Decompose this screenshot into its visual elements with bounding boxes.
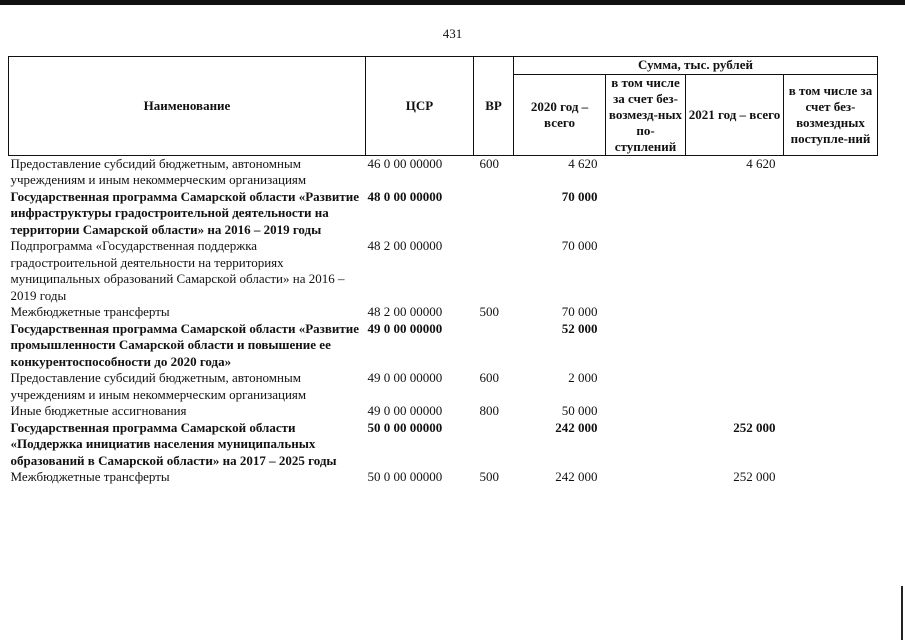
row-2021-grants [784,189,878,239]
row-name: Подпрограмма «Государственная поддержка градостроительной деятельности на территориях муниципальных образований Самарской области» на 2016 – 2019 годы [10,238,345,303]
table-row [9,155,878,189]
table-row [9,321,878,371]
top-border [0,0,905,5]
row-csr: 46 0 00 00000 [367,155,443,171]
col-header-2021-total: 2021 год – всего [686,74,784,155]
row-csr: 49 0 00 00000 [367,320,443,336]
row-2021-total [686,321,784,371]
row-2020-total: 4 620 [568,155,598,171]
table-row [9,403,878,420]
row-2020-total: 70 000 [561,238,598,253]
row-2020-total: 70 000 [561,188,598,204]
row-name: Государственная программа Самарской области «Развитие промышленности Самарской области и повышение ее конкурентоспособности до 2020 года» [10,320,360,369]
row-name: Предоставление субсидий бюджетным, автономным учреждениям и иным некоммерческим организациям [10,155,307,187]
row-name: Государственная программа Самарской области «Поддержка инициатив населения муниципальных образований в Самарской области» на 2017 – 2025 годы [10,419,337,468]
row-name: Межбюджетные трансферты [10,304,170,319]
row-name: Предоставление субсидий бюджетным, автономным учреждениям и иным некоммерческим организациям [10,370,307,402]
row-2020-grants [606,420,686,470]
row-2021-grants [784,321,878,371]
row-2020-grants [606,403,686,420]
row-2020-total: 242 000 [555,419,598,435]
col-header-2020-total: 2020 год – всего [514,74,606,155]
row-2021-grants [784,238,878,304]
row-2020-grants [606,321,686,371]
row-csr: 50 0 00 00000 [367,469,443,484]
row-vr [474,189,514,239]
row-2021-total [686,189,784,239]
row-2021-grants [784,370,878,403]
row-csr: 49 0 00 00000 [367,370,443,385]
table-row [9,304,878,321]
row-2021-grants [784,403,878,420]
row-2021-grants [784,304,878,321]
row-vr [474,420,514,470]
row-csr: 49 0 00 00000 [367,403,443,418]
row-2020-total: 70 000 [561,304,598,319]
row-2020-total: 242 000 [555,469,598,484]
table-row [9,420,878,470]
row-vr: 600 [479,155,499,171]
row-2021-total [686,370,784,403]
row-2020-grants [606,370,686,403]
table-row [9,370,878,403]
row-2020-grants [606,304,686,321]
row-vr: 500 [479,304,499,319]
row-vr: 600 [479,370,499,385]
row-name: Межбюджетные трансферты [10,469,170,484]
row-vr [474,238,514,304]
row-2020-grants [606,469,686,486]
row-2021-total [686,238,784,304]
col-header-vr: ВР [474,57,514,156]
row-2021-grants [784,469,878,486]
table-row [9,189,878,239]
row-2020-total: 50 000 [561,403,598,418]
row-vr: 500 [479,469,499,484]
row-2021-grants [784,420,878,470]
row-vr [474,321,514,371]
row-name: Государственная программа Самарской области «Развитие инфраструктуры градостроительной деятельности на территории Самарской области» на 2016 – 2019 годы [10,188,360,237]
row-2021-total: 4 620 [746,155,776,171]
col-header-name: Наименование [9,57,366,156]
page-number: 431 [442,26,463,41]
row-2020-grants [606,155,686,189]
row-csr: 50 0 00 00000 [367,419,443,435]
col-header-csr: ЦСР [366,57,474,156]
row-csr: 48 0 00 00000 [367,188,443,204]
scan-edge-mark [901,586,903,640]
row-2020-total: 2 000 [568,370,598,385]
row-csr: 48 2 00 00000 [367,238,443,253]
col-header-sum: Сумма, тыс. рублей [514,57,878,75]
col-header-2021-grants: в том числе за счет без-возмездных поступле-ний [784,74,878,155]
col-header-2020-grants: в том числе за счет без-возмезд-ных по-ступлений [606,74,686,155]
row-2021-total [686,403,784,420]
row-csr: 48 2 00 00000 [367,304,443,319]
row-2020-total: 52 000 [561,320,598,336]
table-row [9,238,878,304]
row-2021-total: 252 000 [733,419,776,435]
budget-table [8,56,878,486]
row-2021-total: 252 000 [733,469,776,484]
table-row [9,469,878,486]
row-2020-grants [606,189,686,239]
row-vr: 800 [479,403,499,418]
row-name: Иные бюджетные ассигнования [10,403,187,418]
row-2021-grants [784,155,878,189]
row-2020-grants [606,238,686,304]
row-2021-total [686,304,784,321]
